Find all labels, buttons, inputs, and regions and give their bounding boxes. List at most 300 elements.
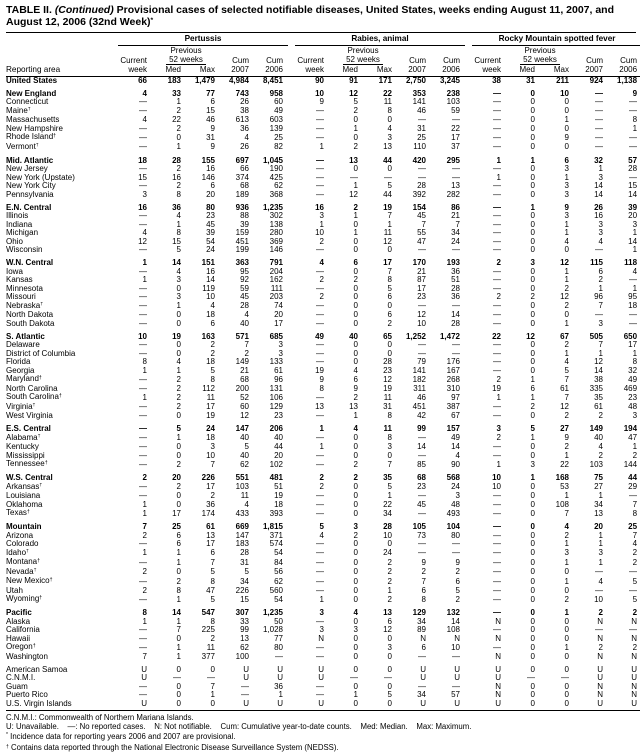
value-cell: 199 xyxy=(235,246,249,254)
value-cell: 18 xyxy=(206,311,215,319)
value-cell: 3 xyxy=(598,548,603,557)
value-cell: 27 xyxy=(594,482,603,491)
value-cell: N xyxy=(597,652,603,661)
value-cell: 21 xyxy=(240,366,249,375)
value-cell: 7 xyxy=(455,220,460,229)
value-cell: 2 xyxy=(176,384,181,393)
value-cell: — xyxy=(139,691,147,699)
value-cell: 17 xyxy=(451,133,460,142)
value-cell: 0 xyxy=(530,124,535,133)
value-cell: 7 xyxy=(210,682,215,691)
value-cell: 1 xyxy=(142,366,147,375)
value-cell: 1 xyxy=(598,540,603,548)
value-cell: 0 xyxy=(176,492,181,500)
value-cell: 0 xyxy=(564,246,569,254)
value-cell: 0 xyxy=(530,451,535,460)
table-row xyxy=(6,434,640,444)
column-spacer xyxy=(288,653,295,662)
value-cell: 2 xyxy=(319,276,324,284)
value-cell: — xyxy=(595,246,603,254)
column-spacer xyxy=(288,635,295,644)
value-cell: 1 xyxy=(353,229,358,237)
value-cell: 1 xyxy=(176,558,181,567)
value-cell: 2 xyxy=(455,567,460,576)
value-cell: 1 xyxy=(353,212,358,220)
group-gap xyxy=(288,34,295,45)
table-title-part1: TABLE II. xyxy=(6,4,55,16)
value-cell: 95 xyxy=(628,293,638,301)
column-spacer xyxy=(288,152,295,165)
value-cell: — xyxy=(316,643,324,652)
value-cell: 3 xyxy=(319,626,324,634)
value-cell: 1 xyxy=(353,691,358,699)
value-cell: — xyxy=(493,531,501,540)
value-cell: 147 xyxy=(235,424,249,433)
column-spacer xyxy=(465,492,472,501)
value-cell: 9 xyxy=(319,98,324,106)
value-cell: — xyxy=(493,558,501,567)
value-cell: 0 xyxy=(353,267,358,276)
value-cell: 12 xyxy=(594,358,603,366)
value-cell: 16 xyxy=(172,173,181,182)
table-row xyxy=(6,577,640,587)
value-cell: 1 xyxy=(632,124,638,133)
table-row xyxy=(6,107,640,117)
table-row xyxy=(6,643,640,653)
reporting-area-cell: South Dakota xyxy=(6,319,55,328)
value-cell: 68 xyxy=(417,473,426,482)
value-cell: 1 xyxy=(353,182,358,190)
value-cell: — xyxy=(350,173,358,182)
value-cell: 203 xyxy=(269,293,283,301)
value-cell: 15 xyxy=(240,595,249,604)
value-cell: 0 xyxy=(176,664,181,674)
value-cell: 2 xyxy=(353,106,358,115)
value-cell: 10 xyxy=(492,482,501,491)
column-spacer xyxy=(288,182,295,191)
value-cell: 387 xyxy=(446,402,460,411)
value-cell: — xyxy=(316,460,324,469)
reporting-area-cell: California xyxy=(6,626,40,634)
value-cell: 7 xyxy=(244,341,249,349)
value-cell: — xyxy=(493,567,501,576)
value-cell: 3 xyxy=(387,133,392,142)
column-spacer xyxy=(288,385,295,394)
value-cell: 12 xyxy=(417,311,426,319)
column-spacer xyxy=(288,558,295,568)
value-cell: — xyxy=(316,246,324,254)
value-cell: 39 xyxy=(206,229,215,237)
value-cell: 1 xyxy=(598,531,603,540)
value-cell: 0 xyxy=(387,540,392,548)
value-cell: 97 xyxy=(451,393,460,402)
value-cell: 68 xyxy=(240,375,249,384)
previous-label: Previous xyxy=(170,45,202,55)
value-cell: 18 xyxy=(274,500,283,509)
value-cell: 6 xyxy=(387,311,392,319)
value-cell: 0 xyxy=(353,509,358,518)
value-cell: — xyxy=(493,341,501,349)
value-cell: 0 xyxy=(530,284,535,293)
value-cell: 31 xyxy=(383,402,392,411)
value-cell: 24 xyxy=(451,482,460,491)
column-spacer xyxy=(465,311,472,320)
value-cell: — xyxy=(139,433,147,442)
value-cell: 2 xyxy=(176,482,181,491)
column-spacer xyxy=(465,605,472,618)
value-cell: 14 xyxy=(417,443,426,451)
table-row xyxy=(6,532,640,541)
column-spacer xyxy=(465,549,472,559)
value-cell: 4 xyxy=(244,500,249,509)
value-cell: 0 xyxy=(176,341,181,349)
column-spacer xyxy=(288,587,295,596)
value-cell: 7 xyxy=(176,626,181,634)
value-cell: 2 xyxy=(564,443,569,451)
value-cell: 392 xyxy=(412,190,426,199)
value-cell: 2 xyxy=(319,237,324,246)
column-spacer xyxy=(288,618,295,627)
value-cell: 149 xyxy=(589,424,603,433)
value-cell: 33 xyxy=(172,88,181,98)
value-cell: 28 xyxy=(383,522,392,531)
value-cell: 2 xyxy=(353,393,358,402)
value-cell: 55 xyxy=(417,229,426,237)
table-row xyxy=(6,133,640,143)
value-cell: 311 xyxy=(413,384,426,393)
reporting-area-cell: S. Atlantic xyxy=(6,331,45,341)
value-cell: 1,472 xyxy=(439,331,460,341)
value-cell: 34 xyxy=(383,509,392,518)
value-cell: 0 xyxy=(530,595,535,604)
value-cell: 0 xyxy=(564,124,569,133)
value-cell: — xyxy=(316,301,324,310)
column-spacer xyxy=(288,238,295,247)
value-cell: 147 xyxy=(235,531,249,540)
value-cell: 103 xyxy=(589,460,603,469)
value-cell: 13 xyxy=(206,531,215,540)
value-cell: 2 xyxy=(564,412,569,420)
column-spacer xyxy=(465,568,472,578)
value-cell: 9 xyxy=(632,88,638,98)
table-row xyxy=(6,212,640,221)
value-cell: — xyxy=(629,276,638,284)
value-cell: 21 xyxy=(417,267,426,276)
value-cell: N xyxy=(318,634,324,643)
value-cell: 20 xyxy=(274,451,283,460)
value-cell: 1 xyxy=(176,142,181,151)
value-cell: 1 xyxy=(564,116,569,124)
table-row xyxy=(6,483,640,493)
med-label: Med xyxy=(329,65,363,76)
value-cell: 0 xyxy=(530,341,535,349)
value-cell: 1,138 xyxy=(617,76,638,85)
value-cell: 20 xyxy=(206,190,215,199)
value-cell: 2 xyxy=(176,393,181,402)
table-row xyxy=(6,393,640,403)
value-cell: 5 xyxy=(210,366,215,375)
reporting-area-cell: Pennsylvania xyxy=(6,190,54,199)
column-spacer xyxy=(465,212,472,221)
column-spacer xyxy=(465,320,472,329)
value-cell: 0 xyxy=(353,682,358,691)
reporting-area-cell: New Mexico† xyxy=(6,577,53,585)
value-cell: — xyxy=(452,301,460,310)
column-spacer xyxy=(465,246,472,255)
column-spacer xyxy=(465,700,472,711)
value-cell: 1 xyxy=(142,548,147,557)
reporting-area-cell: Maryland† xyxy=(6,375,42,383)
value-cell: 3 xyxy=(632,412,638,420)
column-spacer xyxy=(465,452,472,461)
value-cell: — xyxy=(452,652,460,661)
table-row xyxy=(6,302,640,312)
value-cell: 0 xyxy=(387,301,392,310)
value-cell: 5 xyxy=(632,577,638,586)
value-cell: 1 xyxy=(632,284,638,293)
value-cell: 1 xyxy=(496,460,501,469)
value-cell: 4 xyxy=(142,116,147,124)
value-cell: 190 xyxy=(269,165,283,173)
value-cell: 368 xyxy=(269,190,283,199)
value-cell: 54 xyxy=(274,548,283,557)
reporting-area-cell: Montana† xyxy=(6,558,41,566)
value-cell: 149 xyxy=(235,358,249,366)
value-cell: 44 xyxy=(274,443,283,451)
value-cell: 24 xyxy=(206,424,215,433)
value-cell: 5 xyxy=(319,522,324,531)
value-cell: 67 xyxy=(451,412,460,420)
column-spacer xyxy=(465,421,472,434)
value-cell: 40 xyxy=(274,433,283,442)
value-cell: N xyxy=(597,617,603,626)
notifiable-diseases-table xyxy=(6,34,640,711)
value-cell: 10 xyxy=(138,331,147,341)
value-cell: 6 xyxy=(421,586,426,595)
value-cell: — xyxy=(139,319,147,328)
footnote-line: C.N.M.I.: Commonwealth of Northern Mariana Islands. xyxy=(6,712,194,722)
column-spacer xyxy=(288,375,295,385)
value-cell: — xyxy=(139,142,147,151)
column-spacer xyxy=(465,152,472,165)
value-cell: — xyxy=(316,341,324,349)
reporting-area-cell: Kentucky xyxy=(6,443,39,451)
value-cell: U xyxy=(431,700,465,711)
value-cell: 0 xyxy=(530,643,535,652)
value-cell: 16 xyxy=(206,165,215,173)
column-spacer xyxy=(288,595,295,605)
value-cell: — xyxy=(418,492,426,500)
value-cell: 20 xyxy=(172,473,181,482)
value-cell: — xyxy=(384,173,392,182)
value-cell: 2 xyxy=(387,577,392,586)
med-label: Med xyxy=(506,65,540,76)
reporting-area-cell: Georgia xyxy=(6,366,35,375)
value-cell: 6 xyxy=(210,548,215,557)
value-cell: 420 xyxy=(412,155,426,165)
value-cell: 451 xyxy=(412,402,426,411)
value-cell: 14 xyxy=(628,190,638,199)
value-cell: 15 xyxy=(138,173,147,182)
value-cell: — xyxy=(139,133,147,142)
value-cell: 51 xyxy=(274,482,283,491)
value-cell: 34 xyxy=(594,500,603,509)
table-row xyxy=(6,421,640,434)
value-cell: 0 xyxy=(530,652,535,661)
reporting-area-cell: Connecticut xyxy=(6,98,49,106)
value-cell: 159 xyxy=(235,229,249,237)
value-cell: 52 xyxy=(240,393,249,402)
value-cell: — xyxy=(316,617,324,626)
value-cell: — xyxy=(418,165,426,173)
value-cell: 13 xyxy=(349,402,358,411)
value-cell: 0 xyxy=(530,522,535,531)
column-spacer xyxy=(465,191,472,200)
value-cell: 4 xyxy=(244,311,249,319)
table-row xyxy=(6,540,640,549)
value-cell: — xyxy=(139,284,147,293)
value-cell: 393 xyxy=(269,509,283,518)
value-cell: 2 xyxy=(632,558,638,567)
value-cell: U xyxy=(254,700,288,711)
column-spacer xyxy=(465,483,472,493)
value-cell: — xyxy=(316,284,324,293)
value-cell: — xyxy=(493,577,501,586)
value-cell: 100 xyxy=(235,652,249,661)
value-cell: 1 xyxy=(632,443,638,451)
value-cell: 2 xyxy=(353,460,358,469)
value-cell: 26 xyxy=(240,98,249,106)
value-cell: 56 xyxy=(274,567,283,576)
value-cell: 0 xyxy=(387,246,392,254)
value-cell: 0 xyxy=(353,586,358,595)
table-row xyxy=(6,700,640,711)
table-row xyxy=(6,460,640,470)
column-spacer xyxy=(288,568,295,578)
value-cell: 5 xyxy=(387,691,392,699)
value-cell: 295 xyxy=(446,155,460,165)
value-cell: 0 xyxy=(530,267,535,276)
reporting-area-cell: Alaska xyxy=(6,617,31,626)
reporting-area-cell: Utah xyxy=(6,586,23,595)
value-cell: 0 xyxy=(152,700,186,711)
value-cell: — xyxy=(493,349,501,358)
value-cell: — xyxy=(493,301,501,310)
value-cell: — xyxy=(241,682,249,691)
value-cell: 16 xyxy=(594,212,603,220)
weeks52-label: 52 weeks xyxy=(152,55,220,65)
value-cell: 99 xyxy=(240,626,249,634)
value-cell: 36 xyxy=(451,267,460,276)
value-cell: — xyxy=(139,98,147,106)
value-cell: 14 xyxy=(172,608,181,617)
value-cell: — xyxy=(595,133,603,142)
reporting-area-cell: Wisconsin xyxy=(6,246,43,254)
column-spacer xyxy=(288,367,295,376)
column-spacer xyxy=(288,643,295,653)
column-spacer xyxy=(288,165,295,174)
value-cell: 85 xyxy=(417,460,426,469)
value-cell: 154 xyxy=(412,202,426,212)
value-cell: — xyxy=(139,165,147,173)
value-cell: 0 xyxy=(363,700,397,711)
value-cell: 3 xyxy=(319,608,324,617)
value-cell: 141 xyxy=(412,366,426,375)
value-cell: 22 xyxy=(172,116,181,124)
table-row xyxy=(6,221,640,230)
value-cell: — xyxy=(452,349,460,358)
value-cell: 40 xyxy=(240,451,249,460)
value-cell: — xyxy=(418,341,426,349)
value-cell: 11 xyxy=(383,424,392,433)
table-title-part3: Provisional cases of selected notifiable diseases, United States, weeks ending August 11, 2007, and August 12, 2006 (32nd Week) xyxy=(6,4,615,28)
column-spacer xyxy=(288,116,295,125)
value-cell: 2 xyxy=(421,567,426,576)
value-cell: — xyxy=(139,482,147,491)
reporting-area-cell: Kansas xyxy=(6,276,33,284)
value-cell: 0 xyxy=(530,482,535,491)
table-row xyxy=(6,375,640,385)
value-cell: 14 xyxy=(206,276,215,284)
value-cell: 80 xyxy=(451,531,460,540)
value-cell: — xyxy=(629,98,638,106)
value-cell: — xyxy=(350,674,358,682)
value-cell: 433 xyxy=(235,509,249,518)
value-cell: 45 xyxy=(417,500,426,509)
value-cell: 1 xyxy=(530,473,535,482)
value-cell: 2 xyxy=(142,531,147,540)
reporting-area-cell: Mountain xyxy=(6,522,42,531)
value-cell: 0 xyxy=(530,617,535,626)
value-cell: 2 xyxy=(598,643,603,652)
value-cell: 88 xyxy=(240,212,249,220)
value-cell: 4 xyxy=(244,133,249,142)
value-cell: U xyxy=(243,674,249,682)
value-cell: 1 xyxy=(564,492,569,500)
column-spacer xyxy=(288,501,295,510)
value-cell: 2 xyxy=(210,492,215,500)
column-spacer xyxy=(465,595,472,605)
value-cell: — xyxy=(452,540,460,548)
cum-label: Cum xyxy=(266,55,283,65)
value-cell: 0 xyxy=(353,540,358,548)
value-cell: 104 xyxy=(446,522,460,531)
value-cell: 0 xyxy=(353,664,358,674)
value-cell: 163 xyxy=(201,331,215,341)
column-spacer xyxy=(465,268,472,277)
value-cell: 4 xyxy=(210,301,215,310)
value-cell: — xyxy=(316,652,324,661)
value-cell: 238 xyxy=(446,88,460,98)
value-cell: 25 xyxy=(172,522,181,531)
value-cell: 13 xyxy=(594,509,603,518)
value-cell: 0 xyxy=(353,482,358,491)
value-cell: 1,815 xyxy=(262,522,283,531)
value-cell: 36 xyxy=(240,124,249,133)
value-cell: 7 xyxy=(421,577,426,586)
value-cell: — xyxy=(493,182,501,190)
value-cell: 5 xyxy=(387,182,392,190)
column-spacer xyxy=(288,661,295,674)
value-cell: 9 xyxy=(564,202,569,212)
value-cell: 31 xyxy=(417,124,426,133)
value-cell: 3 xyxy=(278,349,283,358)
value-cell: — xyxy=(595,567,603,576)
value-cell: 40 xyxy=(240,433,249,442)
value-cell: 16 xyxy=(138,202,147,212)
value-cell: 481 xyxy=(269,473,283,482)
value-cell: — xyxy=(493,220,501,229)
